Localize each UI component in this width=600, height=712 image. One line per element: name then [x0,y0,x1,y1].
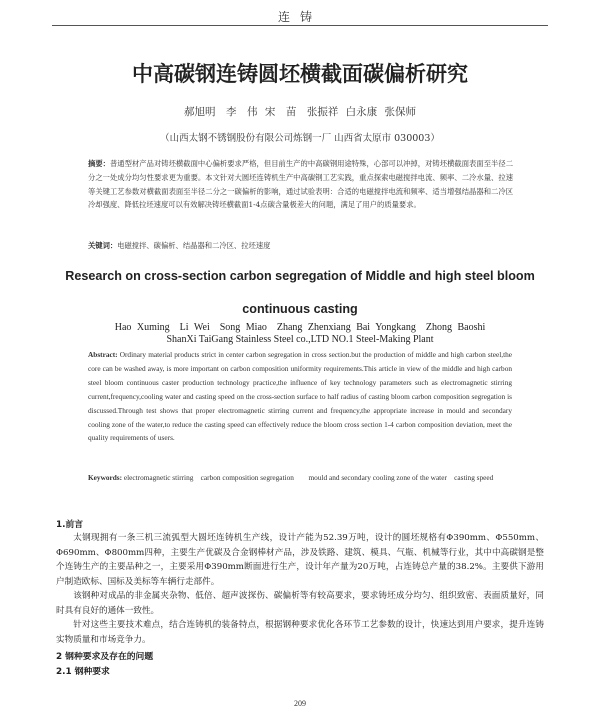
chinese-keywords-label: 关键词： [88,241,118,250]
english-authors: Hao Xuming Li Wei Song Miao Zhang Zhenxiang Bai Yongkang Zhong Baoshi [114,322,486,333]
page-number: 209 [294,699,306,708]
chinese-abstract-text: 普通型材产品对铸坯横截面中心偏析要求严格，但目前生产的中高碳钢用途特殊，心部可以冲掉，对铸坯横截面表面至半径二分之一处成分均匀性要求更为重要。本文针对大圆坯连铸机生产中高碳钢工艺实践，重点探索电磁搅拌电流、频率、二冷水量、拉速等关键工艺参数对横截面表面至半径二分之一碳偏析的影响，通过试验表明：合适的电磁搅拌电流和频率、适当增强结晶器和二冷区冷却强度、降低拉坯速度可以有效解决铸坯横截面1-4点碳含量极差大的问题，满足了用户的质量要求。 [88,159,513,210]
english-affiliation: ShanXi TaiGang Stainless Steel co.,LTD NO.1 Steel-Making Plant [166,334,434,345]
chinese-abstract-label: 摘要： [88,159,110,168]
chinese-keywords-text: 电磁搅拌、碳偏析、结晶器和二冷区、拉坯速度 [117,241,271,250]
journal-header: 连铸 [277,10,322,24]
chinese-abstract [88,157,513,212]
english-keywords [88,471,512,486]
english-abstract [88,348,512,445]
chinese-affiliation: （山西太钢不锈钢股份有限公司炼钢一厂 山西省太原市 030003） [160,133,440,144]
english-title: Research on cross-section carbon segregation of Middle and high steel bloom continuous casting [65,269,535,316]
chinese-title: 中高碳钢连铸圆坯横截面碳偏析研究 [132,62,468,86]
chinese-keywords [88,241,513,251]
english-keywords-label: Keywords: [88,473,123,482]
section-1-paragraph: 该钢种对成品的非金属夹杂物、低倍、超声波探伤、碳偏析等有较高要求，要求铸坯成分均匀、组织致密、表面质量好，同时具有良好的通体一致性。 [56,591,544,616]
section-2-heading: 2 钢种要求及存在的问题 [56,652,154,662]
header-divider [52,25,548,26]
section-1-paragraph: 针对这些主要技术难点，结合连铸机的装备特点，根据钢种要求优化各环节工艺参数的设计，快速达到用户要求，提升连铸实物质量和市场竞争力。 [56,620,544,645]
section-1-heading: 1.前言 [56,520,84,530]
section-1-body [56,531,544,647]
english-abstract-label: Abstract: [88,350,118,359]
chinese-authors: 郝旭明 李 伟 宋 苗 张振祥 白永康 张保师 [183,106,416,118]
section-1-paragraph: 太钢现拥有一条三机三流弧型大圆坯连铸机生产线，设计产能为52.39万吨，设计的圆坯规格有Φ390mm、Φ550mm、Φ690mm、Φ800mm四种，主要生产优碳及合金钢棒材产品，涉及铁路、建筑、模具、气瓶、机械等行业，其中中高碳钢是整个连铸生产的主要品种之一，主要采用Φ390mm断面进行生产，设计年产量为20万吨，占连铸总产量的38.2%。主要供下游用户制造欧标、国标及美标等车辆行走部件。 [56,533,544,587]
english-abstract-text: Ordinary material products strict in center carbon segregation in cross section.but the production of middle and high carbon steel,the core can be washed away, is more important on carbon composition uniformity requirements.This article in view of the middle and high carbon steel bloom continuous caster production technology practice,the influence of key technology parameters such as electromagnetic stirring current,frequency,cooling water and casting speed on the cross-section surface to half radius of casting bloom carbon composition segregation is discussed.Through test shows that proper electromagnetic stirring current and frequency,the appropriate increase in mould and secondary cooling zone of the water,to reduce the casting speed can effectively reduce the bloom cross section 1-4 carbon composition deviation, meet the quality requirements of users. [88,350,512,443]
section-2-1-heading: 2.1 钢种要求 [56,667,110,677]
english-keywords-text: electromagnetic stirring carbon composition segregation mould and secondary cooling zone of the water casting speed [123,473,494,482]
